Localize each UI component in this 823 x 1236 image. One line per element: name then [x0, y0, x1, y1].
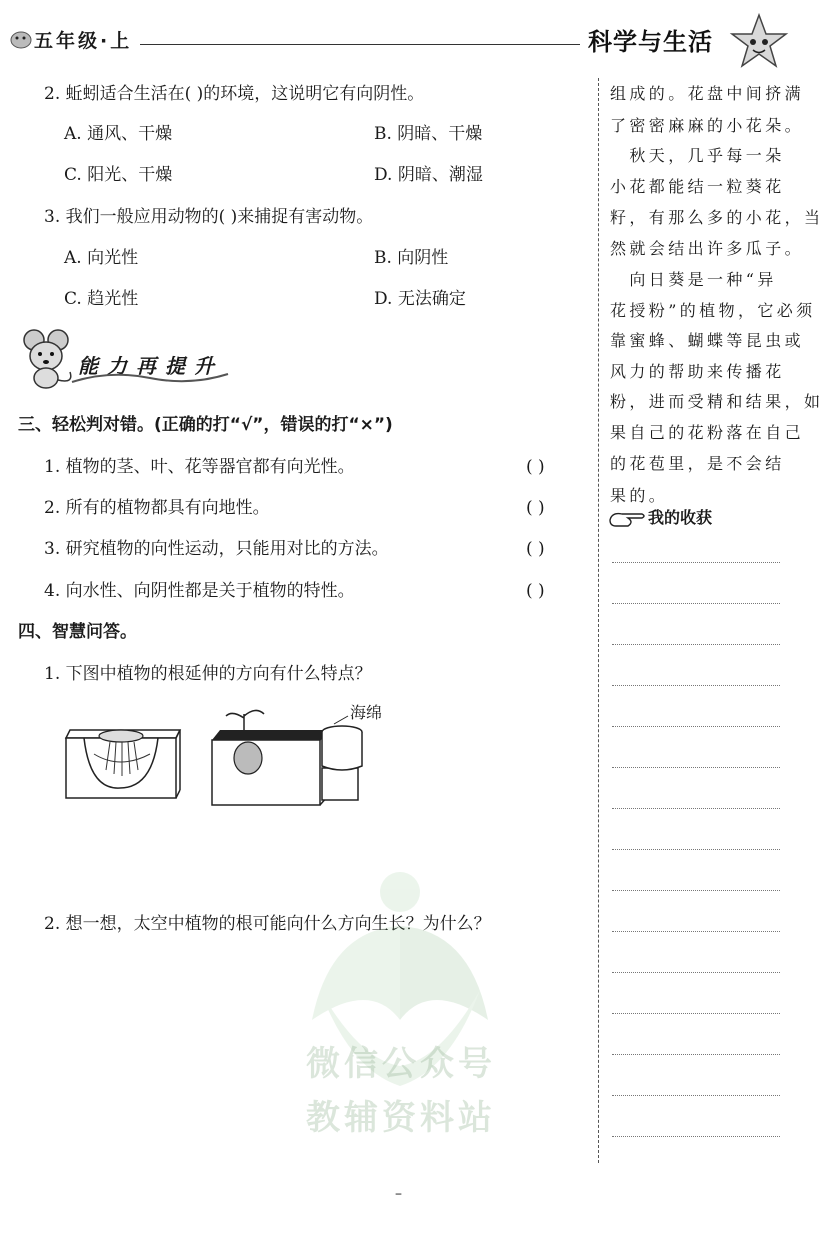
question-3-option-a[interactable]: A. 向光性 — [64, 248, 139, 268]
mascot-star-icon — [728, 12, 790, 74]
question-3-stem: 3. 我们一般应用动物的( )来捕捉有害动物。 — [44, 207, 374, 227]
sidebar-line: 花授粉”的植物，它必须 — [610, 301, 816, 320]
question-2-option-a[interactable]: A. 通风、干燥 — [64, 124, 173, 144]
section-4-title: 四、智慧问答。 — [18, 622, 137, 642]
harvest-note-line[interactable] — [612, 603, 780, 604]
sidebar-line: 果自己的花粉落在自己 — [610, 423, 805, 442]
question-3-option-c[interactable]: C. 趋光性 — [64, 289, 139, 309]
section-3-title: 三、轻松判对错。(正确的打“√”，错误的打“×”) — [18, 415, 393, 435]
question-3-option-b[interactable]: B. 向阴性 — [374, 248, 449, 268]
sidebar-line: 的花苞里，是不会结 — [610, 454, 785, 473]
watermark-line-1: 微信公众号 — [306, 1044, 496, 1084]
banner-label: 能力再提升 — [78, 354, 223, 378]
judgement-answer-1[interactable]: ( ) — [526, 457, 545, 477]
harvest-note-line[interactable] — [612, 1054, 780, 1055]
question-2-option-c[interactable]: C. 阳光、干燥 — [64, 165, 173, 185]
header-grade: 五年级·上 — [34, 30, 133, 52]
harvest-note-line[interactable] — [612, 1013, 780, 1014]
question-4-2: 2. 想一想，太空中植物的根可能向什么方向生长？为什么？ — [44, 914, 491, 934]
sidebar-line: 了密密麻麻的小花朵。 — [610, 116, 805, 135]
question-4-1: 1. 下图中植物的根延伸的方向有什么特点？ — [44, 664, 372, 684]
sidebar-line: 籽，有那么多的小花，当 — [610, 208, 823, 227]
judgement-item-1: 1. 植物的茎、叶、花等器官都有向光性。 — [44, 457, 355, 477]
figure-label-sponge: 海绵 — [350, 703, 383, 722]
header-star-icon — [8, 28, 34, 50]
experiment-box-left — [66, 730, 180, 798]
harvest-note-line[interactable] — [612, 685, 780, 686]
harvest-note-line[interactable] — [612, 808, 780, 809]
sidebar-line: 然就会结出许多瓜子。 — [610, 239, 805, 258]
pointing-hand-icon — [606, 508, 646, 530]
sidebar-line: 靠蜜蜂、蝴蝶等昆虫或 — [610, 331, 805, 350]
sidebar-line: 粉，进而受精和结果，如 — [610, 392, 823, 411]
sidebar-line: 果的。 — [610, 486, 669, 505]
question-2-option-d[interactable]: D. 阴暗、潮湿 — [374, 165, 483, 185]
judgement-item-4: 4. 向水性、向阴性都是关于植物的特性。 — [44, 581, 355, 601]
sidebar-line: 向日葵是一种“异 — [610, 270, 777, 289]
question-2-option-b[interactable]: B. 阴暗、干燥 — [374, 124, 483, 144]
sidebar-line: 秋天，几乎每一朵 — [610, 146, 785, 165]
harvest-note-line[interactable] — [612, 562, 780, 563]
watermark-line-2: 教辅资料站 — [306, 1098, 496, 1138]
question-3-option-d[interactable]: D. 无法确定 — [374, 289, 466, 309]
harvest-note-line[interactable] — [612, 972, 780, 973]
question-2-stem: 2. 蚯蚓适合生活在( )的环境，这说明它有向阴性。 — [44, 84, 425, 104]
harvest-label: 我的收获 — [648, 508, 713, 527]
judgement-answer-2[interactable]: ( ) — [526, 498, 545, 518]
harvest-note-line[interactable] — [612, 849, 780, 850]
page-mark: – — [395, 1186, 402, 1202]
harvest-note-line[interactable] — [612, 644, 780, 645]
judgement-answer-3[interactable]: ( ) — [526, 539, 545, 559]
sidebar-line: 风力的帮助来传播花 — [610, 362, 785, 381]
banner-underline — [70, 368, 230, 388]
judgement-item-2: 2. 所有的植物都具有向地性。 — [44, 498, 270, 518]
harvest-note-line[interactable] — [612, 1136, 780, 1137]
harvest-note-line[interactable] — [612, 931, 780, 932]
harvest-note-line[interactable] — [612, 726, 780, 727]
root-growth-figure — [60, 700, 370, 810]
sidebar-line: 小花都能结一粒葵花 — [610, 177, 785, 196]
judgement-item-3: 3. 研究植物的向性运动，只能用对比的方法。 — [44, 539, 389, 559]
sidebar-line: 组成的。花盘中间挤满 — [610, 84, 805, 103]
experiment-box-right — [212, 710, 362, 805]
header-series-title: 科学与生活 — [588, 28, 713, 56]
judgement-answer-4[interactable]: ( ) — [526, 581, 545, 601]
sidebar-divider — [598, 78, 599, 1163]
harvest-note-line[interactable] — [612, 1095, 780, 1096]
harvest-note-line[interactable] — [612, 767, 780, 768]
header-rule — [140, 44, 580, 45]
harvest-note-line[interactable] — [612, 890, 780, 891]
